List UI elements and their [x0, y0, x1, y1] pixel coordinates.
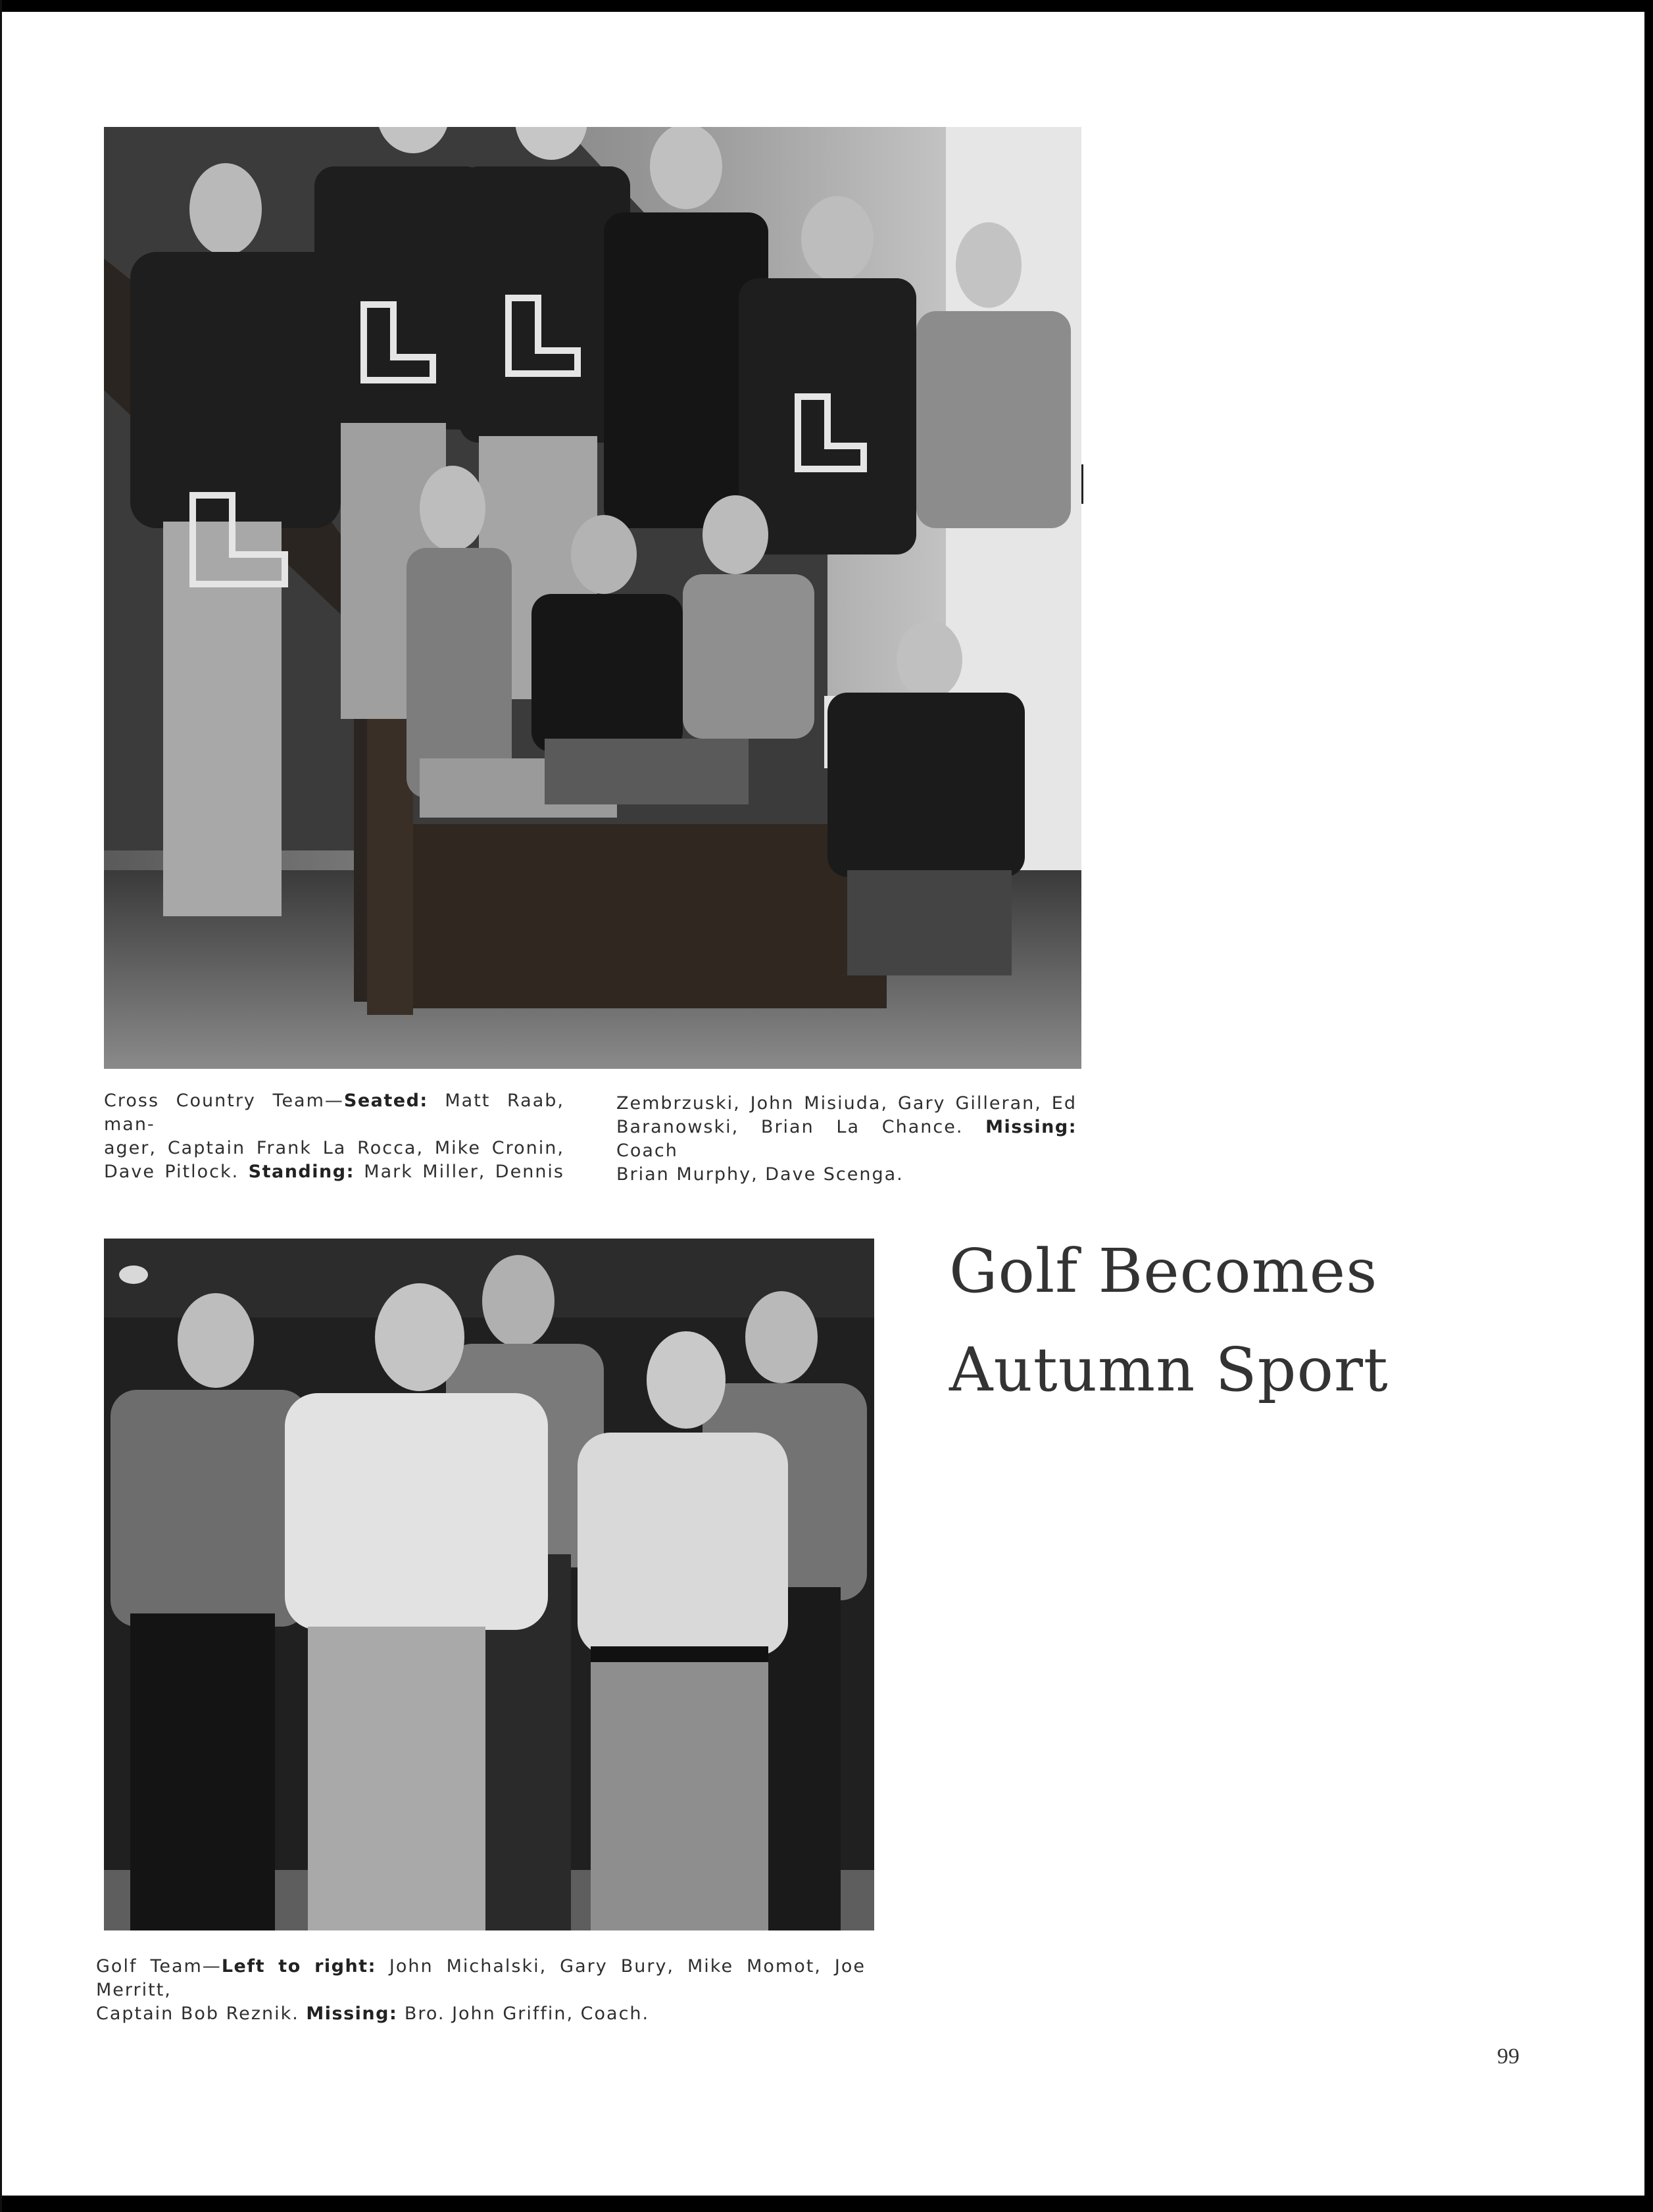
caption-text: Mark Miller, Dennis — [354, 1162, 565, 1182]
caption-line — [104, 1089, 564, 1137]
caption-line — [616, 1092, 1077, 1116]
page-number: 99 — [1497, 2044, 1519, 2069]
golf-caption — [96, 1955, 866, 2026]
caption-line — [96, 1955, 866, 2002]
scan-border-bottom — [0, 2196, 1653, 2212]
caption-text: Brian Murphy, Dave Scenga. — [616, 1164, 904, 1185]
caption-text: Cross Country Team— — [104, 1091, 344, 1111]
caption-text: Matt Raab, man- — [104, 1091, 564, 1135]
caption-text: Dave Pitlock. — [104, 1162, 249, 1182]
headline-line-2: Autumn Sport — [949, 1335, 1389, 1405]
caption-bold-label: Seated: — [343, 1091, 428, 1111]
caption-text: Zembrzuski, John Misiuda, Gary Gilleran, Ed — [616, 1093, 1077, 1114]
cross-country-team-photo — [104, 127, 1081, 1069]
caption-line — [104, 1137, 564, 1160]
caption-bold-label: Missing: — [306, 2003, 398, 2024]
scan-border-right — [1644, 0, 1653, 2212]
caption-text: Coach — [616, 1141, 678, 1161]
caption-bold-label: Left to right: — [221, 1956, 376, 1977]
caption-bold-label: Missing: — [985, 1117, 1077, 1137]
caption-text: ager, Captain Frank La Rocca, Mike Cronin, — [104, 1138, 564, 1158]
cross-country-photo-illustration — [104, 127, 1081, 1069]
caption-line — [616, 1116, 1077, 1163]
caption-text: John Michalski, Gary Bury, Mike Momot, Joe Merritt, — [96, 1956, 866, 2000]
cross-country-caption-right — [616, 1092, 1077, 1187]
caption-bold-label: Standing: — [248, 1162, 355, 1182]
caption-text: Bro. John Griffin, Coach. — [397, 2003, 650, 2024]
caption-line — [104, 1160, 564, 1184]
headline — [949, 1222, 1389, 1419]
scan-border-top — [0, 0, 1653, 12]
scan-border-left — [0, 0, 2, 2212]
caption-text: Captain Bob Reznik. — [96, 2003, 307, 2024]
headline-line-1: Golf Becomes — [949, 1236, 1378, 1306]
caption-line — [616, 1163, 1077, 1187]
caption-line — [96, 2002, 866, 2026]
golf-photo-illustration — [104, 1239, 874, 1930]
caption-text: Golf Team— — [96, 1956, 222, 1977]
cross-country-caption-left — [104, 1089, 564, 1184]
golf-team-photo — [104, 1239, 874, 1930]
caption-text: Baranowski, Brian La Chance. — [616, 1117, 986, 1137]
